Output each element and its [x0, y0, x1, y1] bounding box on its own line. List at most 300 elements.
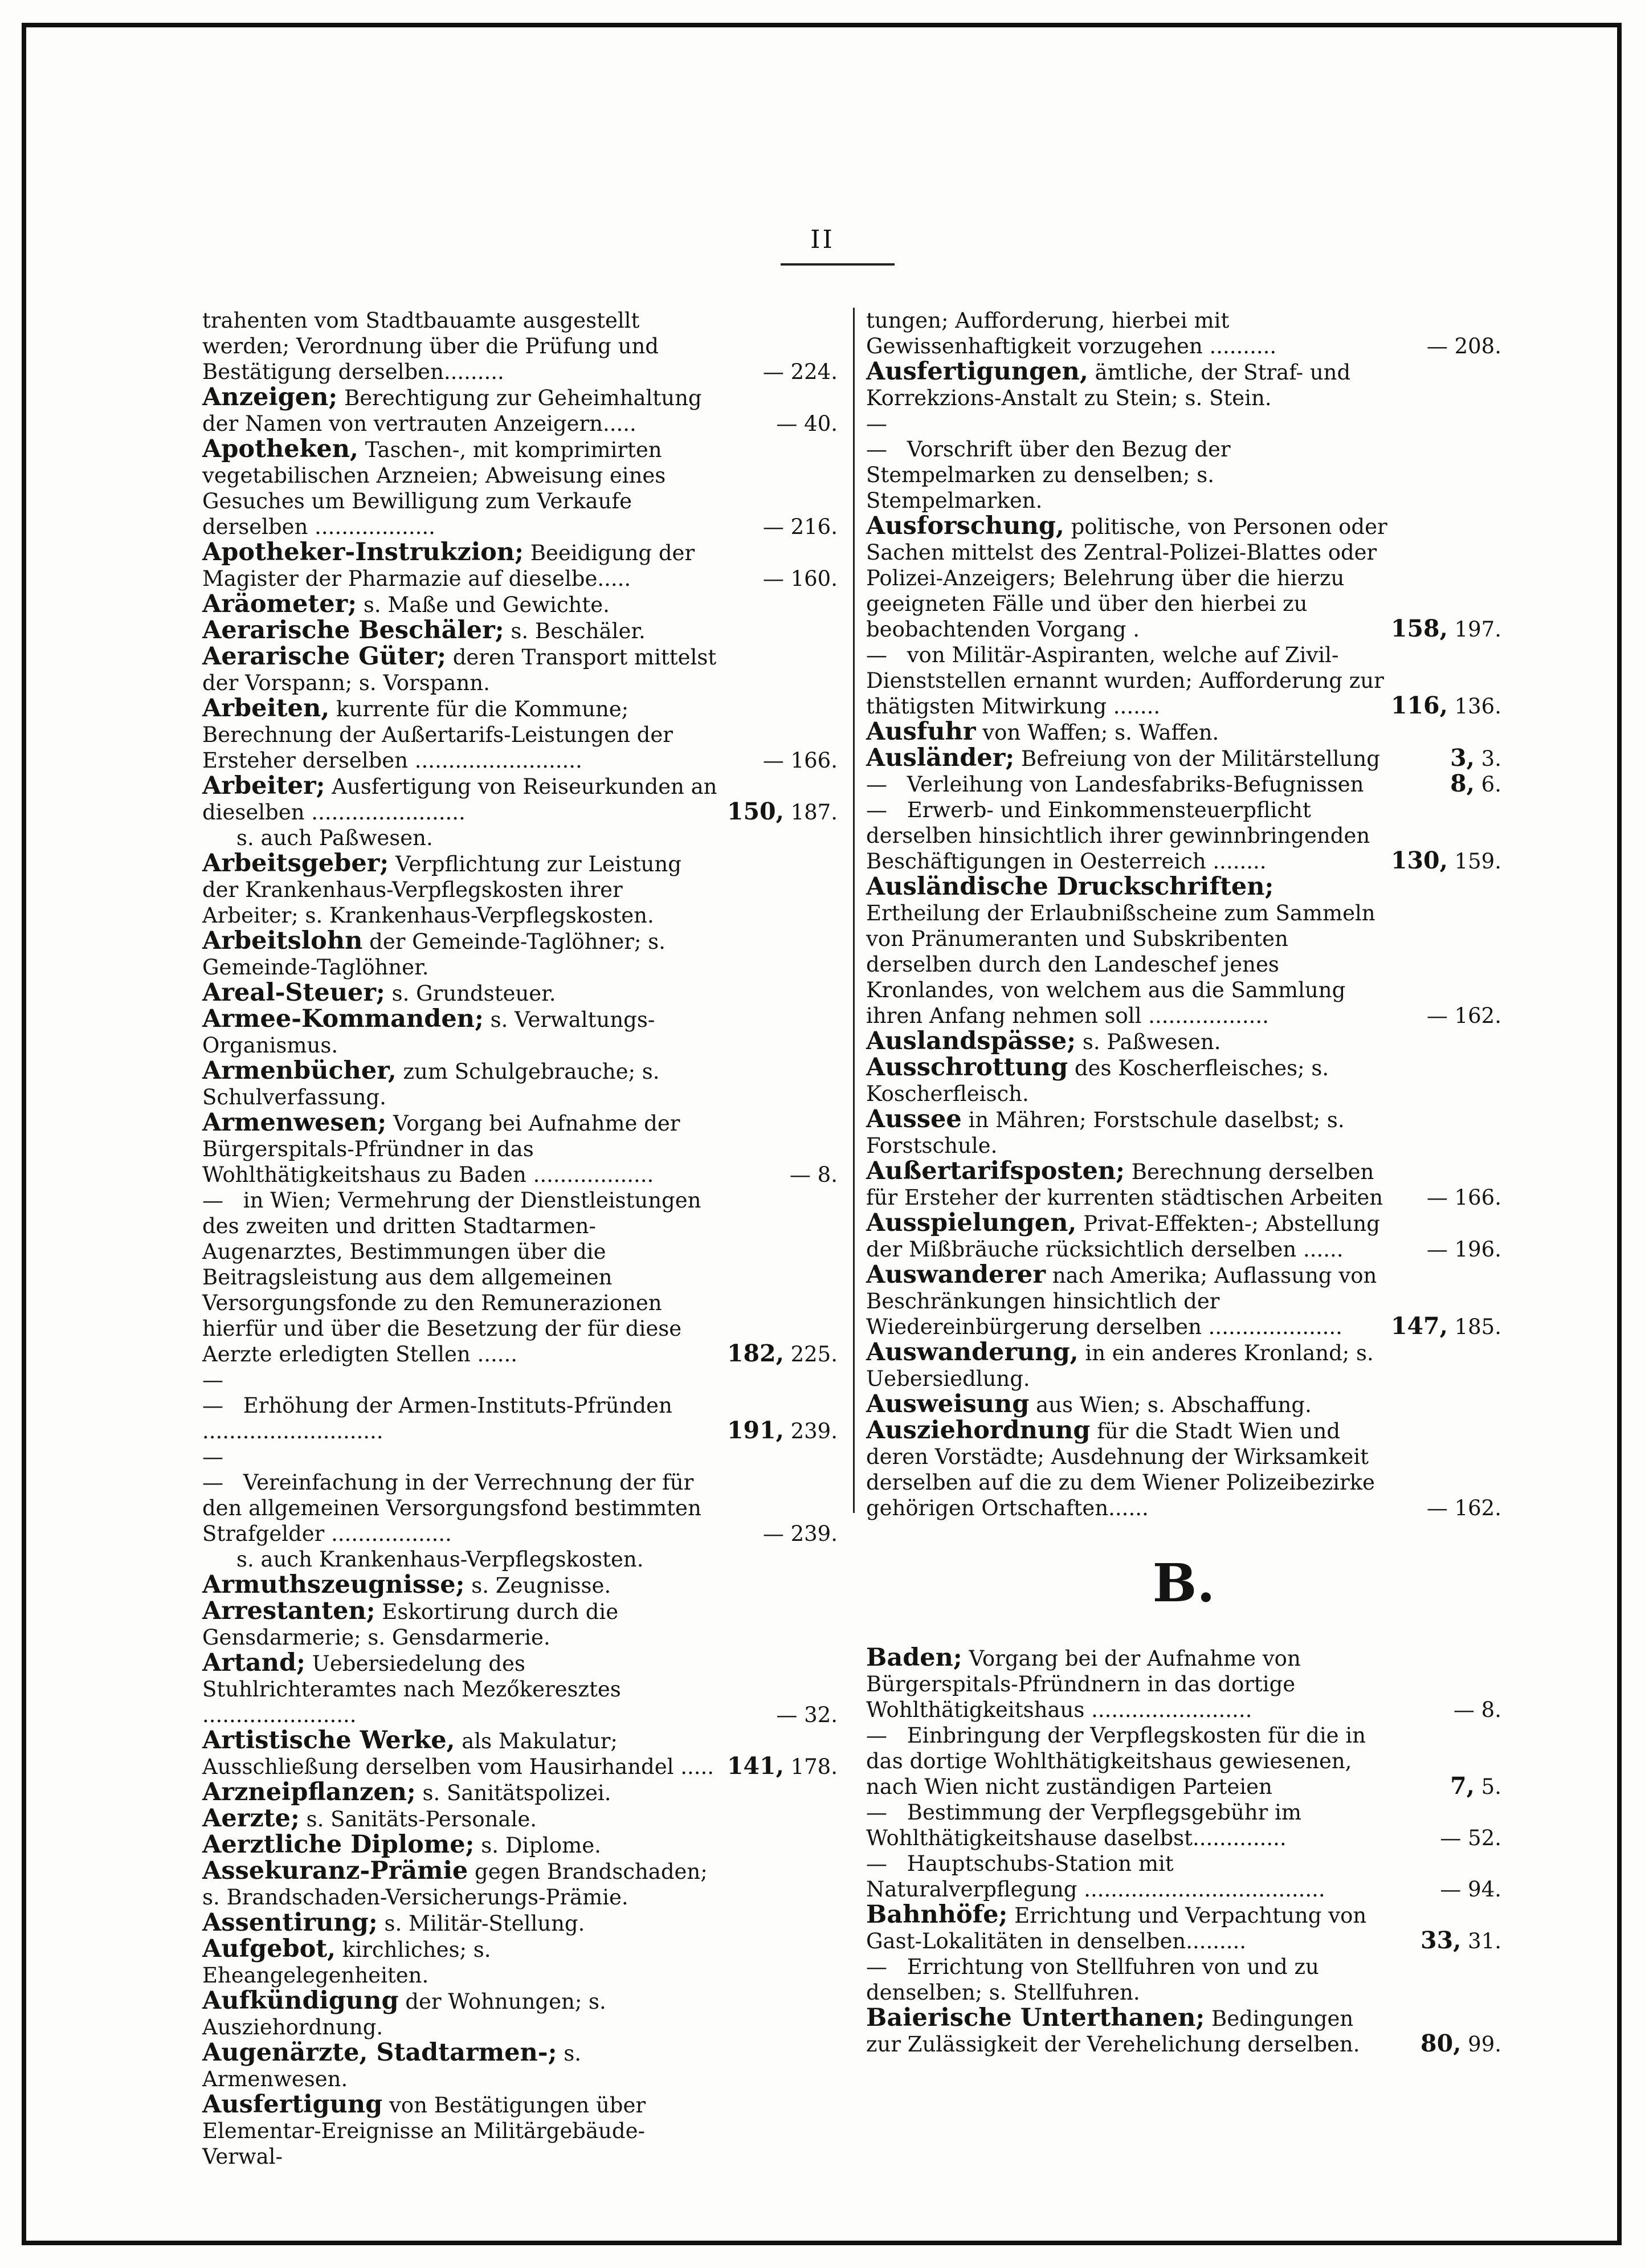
page-reference: [763, 566, 838, 592]
entry-body: [202, 1572, 838, 1598]
right-column-a-entries: [866, 308, 1501, 1521]
entry-text: ämtliche, der Straf- und Korrekzions-Anstalt zu Stein; s. Stein.: [866, 360, 1351, 410]
repeat-dash: —: [866, 1851, 887, 1876]
entry-body: [202, 1832, 838, 1858]
entry-body: [202, 644, 838, 696]
entry-text: s. Sanitätspolizei.: [415, 1781, 611, 1805]
page-reference-bold: 150,: [726, 798, 784, 825]
entry-headword: Apotheker-Instrukzion;: [202, 538, 524, 566]
index-entry: [866, 772, 1501, 797]
index-entry: [202, 1858, 838, 1910]
entry-text: s. Grundsteuer.: [385, 981, 556, 1006]
index-entry: [202, 1110, 838, 1188]
page-reference-number: — 94.: [1440, 1877, 1501, 1902]
index-entry: [866, 359, 1501, 411]
entry-body: [866, 411, 1501, 513]
entry-headword: Aerarische Güter;: [202, 642, 446, 671]
page-reference: [727, 1341, 838, 1367]
entry-body: [866, 2005, 1501, 2057]
entry-text: Errichtung und Verpachtung von Gast-Lokalitäten in denselben.........: [866, 1903, 1367, 1953]
entry-body: [202, 1598, 838, 1650]
page-reference-number: 3.: [1474, 747, 1501, 771]
page-reference-number: — 162.: [1426, 1004, 1501, 1028]
index-entry: [866, 308, 1501, 359]
entry-headword: Ausweisung: [866, 1390, 1030, 1418]
page-reference-bold: 182,: [726, 1340, 784, 1367]
repeat-dash: —: [866, 1955, 887, 1979]
index-entry: [866, 513, 1501, 642]
index-entry: [202, 1572, 838, 1598]
page-reference: [763, 359, 838, 385]
entry-text: Uebersiedelung des Stuhlrichteramtes nach Mezőkeresztes .......................: [202, 1651, 621, 1727]
entry-headword: Arbeitsgeber;: [202, 849, 389, 878]
index-entry: [866, 1800, 1501, 1851]
entry-text: Erwerb- und Einkommensteuerpflicht derselben hinsichtlich ihrer gewinnbringenden Beschäftigungen in Oesterreich ........: [866, 798, 1370, 874]
page-reference-number: — 40.: [776, 411, 838, 436]
entry-headword: Ausziehordnung: [866, 1416, 1091, 1445]
index-entry: [202, 1936, 838, 1988]
index-entry: [202, 1780, 838, 1806]
entry-headword: Arrestanten;: [202, 1597, 375, 1625]
entry-text: Befreiung von der Militärstellung: [1014, 747, 1380, 771]
entry-headword: Aerztliche Diplome;: [202, 1830, 475, 1859]
page-reference-bold: 116,: [1390, 692, 1448, 719]
index-entry: [866, 1723, 1501, 1800]
page-reference-number: 136.: [1447, 694, 1501, 719]
entry-body: [202, 1058, 838, 1110]
page-reference: [1391, 848, 1501, 874]
entry-text: zum Schulgebrauche; s. Schulverfassung.: [202, 1059, 660, 1109]
entry-headword: Arzneipflanzen;: [202, 1778, 416, 1806]
page-reference: [1421, 1928, 1501, 1954]
page-reference-number: — 208.: [1426, 334, 1501, 358]
index-entry: [202, 2040, 838, 2092]
entry-headword: Aussee: [866, 1105, 962, 1133]
entry-headword: Ausfertigungen,: [866, 357, 1088, 386]
page-reference: [1391, 693, 1501, 719]
entry-headword: Ausforschung,: [866, 512, 1064, 540]
entry-text: Ausfertigung von Reiseurkunden an dieselben .......................: [202, 774, 717, 825]
column-divider: [853, 308, 855, 1513]
repeat-dash: —: [866, 772, 887, 797]
entry-body: [866, 1159, 1501, 1210]
entry-body: [202, 618, 838, 644]
entry-text: der Wohnungen; s. Ausziehordnung.: [202, 1989, 606, 2039]
page-reference-bold: 3,: [1450, 744, 1475, 772]
page-reference-bold: 130,: [1390, 847, 1448, 874]
entry-body: [202, 1650, 838, 1728]
entry-body: [202, 1910, 838, 1936]
page-reference: [1421, 2031, 1501, 2057]
entry-headword: Ausfertigung: [202, 2090, 383, 2119]
entry-text: aus Wien; s. Abschaffung.: [1029, 1393, 1312, 1417]
page-reference-bold: 80,: [1421, 2030, 1462, 2057]
index-entry: [202, 1598, 838, 1650]
index-entry: [866, 1029, 1501, 1055]
entry-headword: Auslandspässe;: [866, 1027, 1076, 1055]
entry-text: Bestimmung der Verpflegsgebühr im Wohlthätigkeitshause daselbst..............: [866, 1800, 1301, 1850]
page-reference: [1450, 771, 1501, 797]
index-entry: [866, 411, 1501, 513]
index-entry: [202, 928, 838, 980]
page-reference: [1427, 1237, 1501, 1262]
index-entry: [202, 1058, 838, 1110]
entry-headword: Ausländer;: [866, 744, 1015, 772]
entry-headword: Anzeigen;: [202, 383, 338, 411]
entry-text: für die Stadt Wien und deren Vorstädte; Ausdehnung der Wirksamkeit derselben auf die zu dem Wiener Polizeibezirke gehörigen Ortschaften......: [866, 1419, 1375, 1520]
entry-body: [202, 928, 838, 980]
entry-headword: Aräometer;: [202, 590, 357, 618]
page-reference-bold: 7,: [1450, 1772, 1475, 1800]
entry-headword: Aufgebot,: [202, 1935, 336, 1963]
page-reference-bold: 191,: [726, 1417, 784, 1444]
entry-text: nach Amerika; Auflassung von Beschränkungen hinsichtlich der Wiedereinbürgerung derselben ....................: [866, 1263, 1377, 1339]
entry-body: [866, 719, 1501, 745]
page-reference: [776, 411, 838, 437]
index-entry: [202, 1910, 838, 1936]
page-reference: [1440, 1825, 1501, 1851]
entry-body: [866, 1055, 1501, 1107]
page-reference: [1440, 1877, 1501, 1902]
page-reference: [727, 799, 838, 825]
entry-body: [202, 2040, 838, 2092]
entry-body: [202, 1006, 838, 1058]
entry-headword: Assentirung;: [202, 1908, 378, 1937]
entry-body: [202, 1806, 838, 1832]
entry-headword: Auswanderer: [866, 1261, 1046, 1289]
entry-headword: Außertarifsposten;: [866, 1157, 1125, 1185]
entry-body: [866, 1107, 1501, 1159]
entry-text: Taschen-, mit komprimirten vegetabilischen Arzneien; Abweisung eines Gesuches um Bewilligung zum Verkaufe derselben ..................: [202, 438, 666, 539]
entry-headword: Aerarische Beschäler;: [202, 616, 504, 644]
index-entry: [866, 1418, 1501, 1521]
entry-headword: Assekuranz-Prämie: [202, 1857, 468, 1885]
entry-body: [202, 2092, 838, 2169]
index-entry: [202, 385, 838, 437]
page-reference: [1450, 1773, 1501, 1800]
entry-text: als Makulatur; Ausschließung derselben vom Hausirhandel .....: [202, 1729, 715, 1779]
entry-headword: Ausschrottung: [866, 1053, 1068, 1082]
index-entry: [202, 2092, 838, 2169]
entry-text: s. Verwaltungs-Organismus.: [202, 1007, 655, 1058]
entry-text: s. Militär-Stellung.: [377, 1911, 585, 1936]
page-reference-number: — 160.: [762, 566, 838, 591]
repeat-dash: — —: [202, 1445, 223, 1495]
entry-text: in Mähren; Forstschule daselbst; s. Forstschule.: [866, 1108, 1345, 1158]
page-reference: [1427, 1185, 1501, 1210]
index-entry: [202, 592, 838, 618]
entry-body: [202, 696, 838, 773]
entry-text: Vorschrift über den Bezug der Stempelmarken zu denselben; s. Stempelmarken.: [866, 437, 1231, 513]
index-entry: [866, 1210, 1501, 1262]
entry-headword: Arbeiten,: [202, 694, 330, 723]
entry-body: [202, 1988, 838, 2040]
entry-text: in ein anderes Kronland; s. Uebersiedlung.: [866, 1341, 1374, 1391]
entry-body: [202, 1110, 838, 1188]
right-column: [866, 308, 1501, 2057]
index-entry: [202, 540, 838, 592]
index-entry: [866, 874, 1501, 1029]
entry-headword: Armenbücher,: [202, 1057, 397, 1085]
entry-headword: Armuthszeugnisse;: [202, 1571, 465, 1599]
entry-body: [866, 874, 1501, 1029]
entry-text: Vereinfachung in der Verrechnung der für den allgemeinen Versorgungsfond bestimmten Strafgelder ..................: [202, 1470, 701, 1546]
page-reference-number: — 52.: [1440, 1826, 1501, 1850]
repeat-dash: —: [202, 1188, 223, 1213]
entry-headword: Armenwesen;: [202, 1108, 387, 1137]
entry-text: kirchliches; s. Eheangelegenheiten.: [202, 1937, 491, 1988]
entry-body: [866, 1645, 1501, 1723]
entry-body: [202, 1547, 838, 1572]
entry-body: [866, 359, 1501, 411]
page-reference-number: — 8.: [789, 1162, 838, 1187]
entry-body: [202, 437, 838, 540]
page-reference: [727, 1418, 838, 1444]
page-reference-number: 159.: [1447, 849, 1501, 874]
entry-text: Berechtigung zur Geheimhaltung der Namen von vertrauten Anzeigern.....: [202, 386, 702, 436]
repeat-dash: — —: [866, 411, 887, 462]
index-entry: [202, 851, 838, 928]
page-reference-number: 239.: [783, 1419, 838, 1443]
entry-text: Errichtung von Stellfuhren von und zu denselben; s. Stellfuhren.: [866, 1955, 1319, 2005]
entry-text: der Gemeinde-Taglöhner; s. Gemeinde-Taglöhner.: [202, 929, 666, 980]
entry-text: Vorgang bei der Aufnahme von Bürgerspitals-Pfründnern in das dortige Wohlthätigkeitshaus ........................: [866, 1646, 1301, 1722]
page-reference-number: 99.: [1461, 2032, 1501, 2057]
page-reference: [776, 1702, 838, 1728]
entry-headword: Ausfuhr: [866, 717, 976, 746]
entry-text: s. Diplome.: [474, 1833, 601, 1858]
entry-text: Hauptschubs-Station mit Naturalverpflegung ....................................: [866, 1851, 1325, 1902]
index-entry: [202, 1988, 838, 2040]
index-entry: [202, 696, 838, 773]
page-number: II: [810, 225, 835, 254]
entry-body: [866, 308, 1501, 359]
entry-text: s. Armenwesen.: [202, 2041, 581, 2091]
entry-text: des Koscherfleisches; s. Koscherfleisch.: [866, 1056, 1329, 1106]
index-entry: [202, 1006, 838, 1058]
entry-headword: Ausländische Druckschriften;: [866, 872, 1274, 901]
entry-body: [866, 1418, 1501, 1521]
entry-text: Einbringung der Verpflegskosten für die in das dortige Wohlthätigkeitshaus gewiesenen, nach Wien nicht zuständigen Parteien: [866, 1723, 1366, 1799]
entry-text: s. Sanitäts-Personale.: [299, 1807, 537, 1831]
repeat-dash: —: [866, 643, 887, 667]
page-reference-number: 31.: [1461, 1929, 1501, 1953]
left-column: [202, 308, 838, 2169]
repeat-dash: —: [866, 798, 887, 822]
page-reference-number: 5.: [1474, 1775, 1501, 1799]
entry-body: [866, 772, 1501, 797]
page-reference-number: 197.: [1447, 617, 1501, 642]
index-entry: [866, 1262, 1501, 1340]
page-reference: [1454, 1697, 1501, 1723]
index-entry: [866, 719, 1501, 745]
repeat-dash: —: [866, 1800, 887, 1825]
index-entry: [202, 1188, 838, 1367]
page-reference-number: 6.: [1474, 772, 1501, 797]
entry-headword: Ausspielungen,: [866, 1209, 1077, 1237]
entry-body: [202, 592, 838, 618]
entry-body: [866, 1723, 1501, 1800]
entry-body: [866, 1954, 1501, 2005]
page-reference-number: 187.: [783, 800, 838, 825]
entry-headword: Artistische Werke,: [202, 1726, 455, 1755]
entry-text: Verpflichtung zur Leistung der Krankenhaus-Verpflegskosten ihrer Arbeiter; s. Krankenhaus-Verpflegskosten.: [202, 852, 681, 928]
page-reference-number: — 216.: [762, 515, 838, 539]
index-entry: [202, 618, 838, 644]
entry-body: [202, 851, 838, 928]
repeat-dash: — —: [202, 1368, 223, 1418]
index-entry: [202, 308, 838, 385]
entry-body: [202, 540, 838, 592]
entry-text: in Wien; Vermehrung der Dienstleistungen des zweiten und dritten Stadtarmen-Augenarztes, Bestimmungen über die Beitragsleistung aus dem allgemeinen Versorgungsfonde zu den Remunerazionen hierfür und über die Besetzung der für diese Aerzte erledigten Stellen ......: [202, 1188, 701, 1366]
page-reference: [763, 1521, 838, 1547]
entry-body: [202, 1780, 838, 1806]
page-reference: [1427, 1495, 1501, 1521]
page-reference-number: — 166.: [1426, 1185, 1501, 1210]
entry-body: [866, 1029, 1501, 1055]
page-reference-number: 178.: [783, 1755, 838, 1779]
index-entry: [866, 1159, 1501, 1210]
entry-body: [866, 1800, 1501, 1851]
page-reference: [1427, 333, 1501, 359]
entry-text: politische, von Personen oder Sachen mittelst des Zentral-Polizei-Blattes oder Polizei-Anzeigers; Belehrung über die hierzu geeigneten Fälle und über den hierbei zu beobachtenden Vorgang .: [866, 515, 1387, 642]
index-entry: [202, 980, 838, 1006]
entry-headword: Aerzte;: [202, 1804, 300, 1833]
entry-body: [866, 1392, 1501, 1418]
index-entry: [866, 1954, 1501, 2005]
entry-text: tungen; Aufforderung, hierbei mit Gewissenhaftigkeit vorzugehen ..........: [866, 308, 1277, 358]
entry-body: [202, 825, 838, 851]
page-reference: [1427, 1003, 1501, 1029]
entry-headword: Arbeiter;: [202, 772, 325, 800]
entry-body: [202, 1858, 838, 1910]
page-reference-number: — 224.: [762, 360, 838, 384]
index-entry: [866, 642, 1501, 719]
page-reference-number: — 8.: [1453, 1698, 1501, 1722]
entry-headword: Artand;: [202, 1649, 305, 1677]
section-letter-b: B.: [1152, 1552, 1215, 1614]
entry-text: Privat-Effekten-; Abstellung der Mißbräuche rücksichtlich derselben ......: [866, 1211, 1380, 1262]
index-entry: [866, 1645, 1501, 1723]
entry-text: Erhöhung der Armen-Instituts-Pfründen ...........................: [202, 1393, 672, 1443]
entry-text: trahenten vom Stadtbauamte ausgestellt werden; Verordnung über die Prüfung und Bestätigung derselben.........: [202, 308, 659, 384]
page-reference-number: — 32.: [776, 1703, 838, 1727]
entry-text: deren Transport mittelst der Vorspann; s. Vorspann.: [202, 645, 717, 695]
page-reference: [1391, 616, 1501, 642]
page-reference-bold: 147,: [1390, 1312, 1448, 1340]
index-entry: [866, 1055, 1501, 1107]
header-rule: [781, 263, 895, 266]
page-reference: [763, 514, 838, 540]
entry-headword: Areal-Steuer;: [202, 978, 385, 1007]
index-entry: [866, 1902, 1501, 1954]
entry-headword: Auswanderung,: [866, 1338, 1079, 1366]
entry-body: [202, 385, 838, 437]
entry-text: gegen Brandschaden; s. Brandschaden-Versicherungs-Prämie.: [202, 1859, 708, 1910]
index-entry: [202, 437, 838, 540]
entry-text: s. Beschäler.: [504, 619, 646, 643]
page-reference-number: — 166.: [762, 748, 838, 773]
index-entry: [202, 825, 838, 851]
index-entry: [202, 1547, 838, 1572]
entry-body: [866, 1851, 1501, 1902]
page-reference-bold: 141,: [726, 1752, 784, 1780]
repeat-dash: —: [866, 1723, 887, 1748]
page-reference-number: — 162.: [1426, 1496, 1501, 1520]
index-entry: [202, 773, 838, 825]
entry-text: von Waffen; s. Waffen.: [975, 720, 1219, 745]
index-entry: [866, 1107, 1501, 1159]
index-entry: [202, 644, 838, 696]
index-entry: [866, 745, 1501, 772]
index-entry: [202, 1367, 838, 1444]
entry-text: Vorgang bei Aufnahme der Bürgerspitals-Pfründner in das Wohlthätigkeitshaus zu Baden ..................: [202, 1111, 680, 1187]
page-reference: [790, 1162, 838, 1188]
entry-text: Beeidigung der Magister der Pharmazie auf dieselbe.....: [202, 541, 695, 591]
entry-text: s. auch Paßwesen.: [236, 826, 433, 850]
index-entry: [202, 1832, 838, 1858]
page-reference-bold: 8,: [1450, 770, 1475, 797]
page-reference-bold: 158,: [1390, 615, 1448, 642]
entry-headword: Arbeitslohn: [202, 927, 363, 955]
entry-text: s. auch Krankenhaus-Verpflegskosten.: [236, 1547, 644, 1572]
entry-text: Berechnung derselben für Ersteher der kurrenten städtischen Arbeiten: [866, 1160, 1383, 1210]
page-reference: [1450, 745, 1501, 772]
entry-text: s. Zeugnisse.: [464, 1573, 611, 1598]
entry-body: [202, 1936, 838, 1988]
entry-headword: Armee-Kommanden;: [202, 1005, 484, 1033]
page-reference-number: — 239.: [762, 1521, 838, 1546]
entry-text: von Militär-Aspiranten, welche auf Zivil-Dienststellen ernannt wurden; Aufforderung zur thätigsten Mitwirkung .......: [866, 643, 1384, 719]
entry-headword: Aufkündigung: [202, 1986, 399, 2015]
entry-headword: Apotheken,: [202, 435, 358, 463]
entry-text: von Bestätigungen über Elementar-Ereignisse an Militärgebäude-Verwal-: [202, 2093, 646, 2169]
index-entry: [866, 1392, 1501, 1418]
entry-headword: Bahnhöfe;: [866, 1900, 1008, 1929]
page-reference: [763, 748, 838, 773]
entry-body: [866, 1340, 1501, 1392]
entry-body: [866, 745, 1501, 772]
index-entry: [202, 1728, 838, 1780]
page-reference-number: — 196.: [1426, 1237, 1501, 1262]
entry-headword: Baierische Unterthanen;: [866, 2004, 1205, 2032]
right-column-b-entries: [866, 1645, 1501, 2057]
entry-text: s. Maße und Gewichte.: [357, 593, 610, 617]
index-entry: [202, 1806, 838, 1832]
entry-text: kurrente für die Kommune; Berechnung der Außertarifs-Leistungen der Ersteher derselben .........................: [202, 697, 673, 773]
index-entry: [202, 1444, 838, 1547]
entry-headword: Augenärzte, Stadtarmen-;: [202, 2038, 557, 2067]
index-entry: [866, 797, 1501, 874]
entry-text: Eskortirung durch die Gensdarmerie; s. Gensdarmerie.: [202, 1600, 619, 1650]
page-reference-number: 225.: [783, 1342, 838, 1366]
entry-text: Bedingungen zur Zulässigkeit der Verehelichung derselben.: [866, 2006, 1360, 2057]
entry-body: [202, 308, 838, 385]
index-entry: [866, 1851, 1501, 1902]
entry-body: [202, 1444, 838, 1547]
entry-text: Ertheilung der Erlaubnißscheine zum Sammeln von Pränumeranten und Subskribenten derselben durch den Landeschef jenes Kronlandes, von welchem aus die Sammlung ihren Anfang nehmen soll ..................: [866, 901, 1375, 1028]
page-reference-bold: 33,: [1421, 1927, 1462, 1954]
entry-body: [866, 1210, 1501, 1262]
index-entry: [866, 1340, 1501, 1392]
page-reference: [1391, 1314, 1501, 1340]
entry-body: [202, 980, 838, 1006]
entry-body: [866, 1902, 1501, 1954]
index-entry: [866, 2005, 1501, 2057]
entry-text: Verleihung von Landesfabriks-Befugnissen: [900, 772, 1364, 797]
page-reference: [727, 1753, 838, 1780]
entry-headword: Baden;: [866, 1643, 962, 1672]
